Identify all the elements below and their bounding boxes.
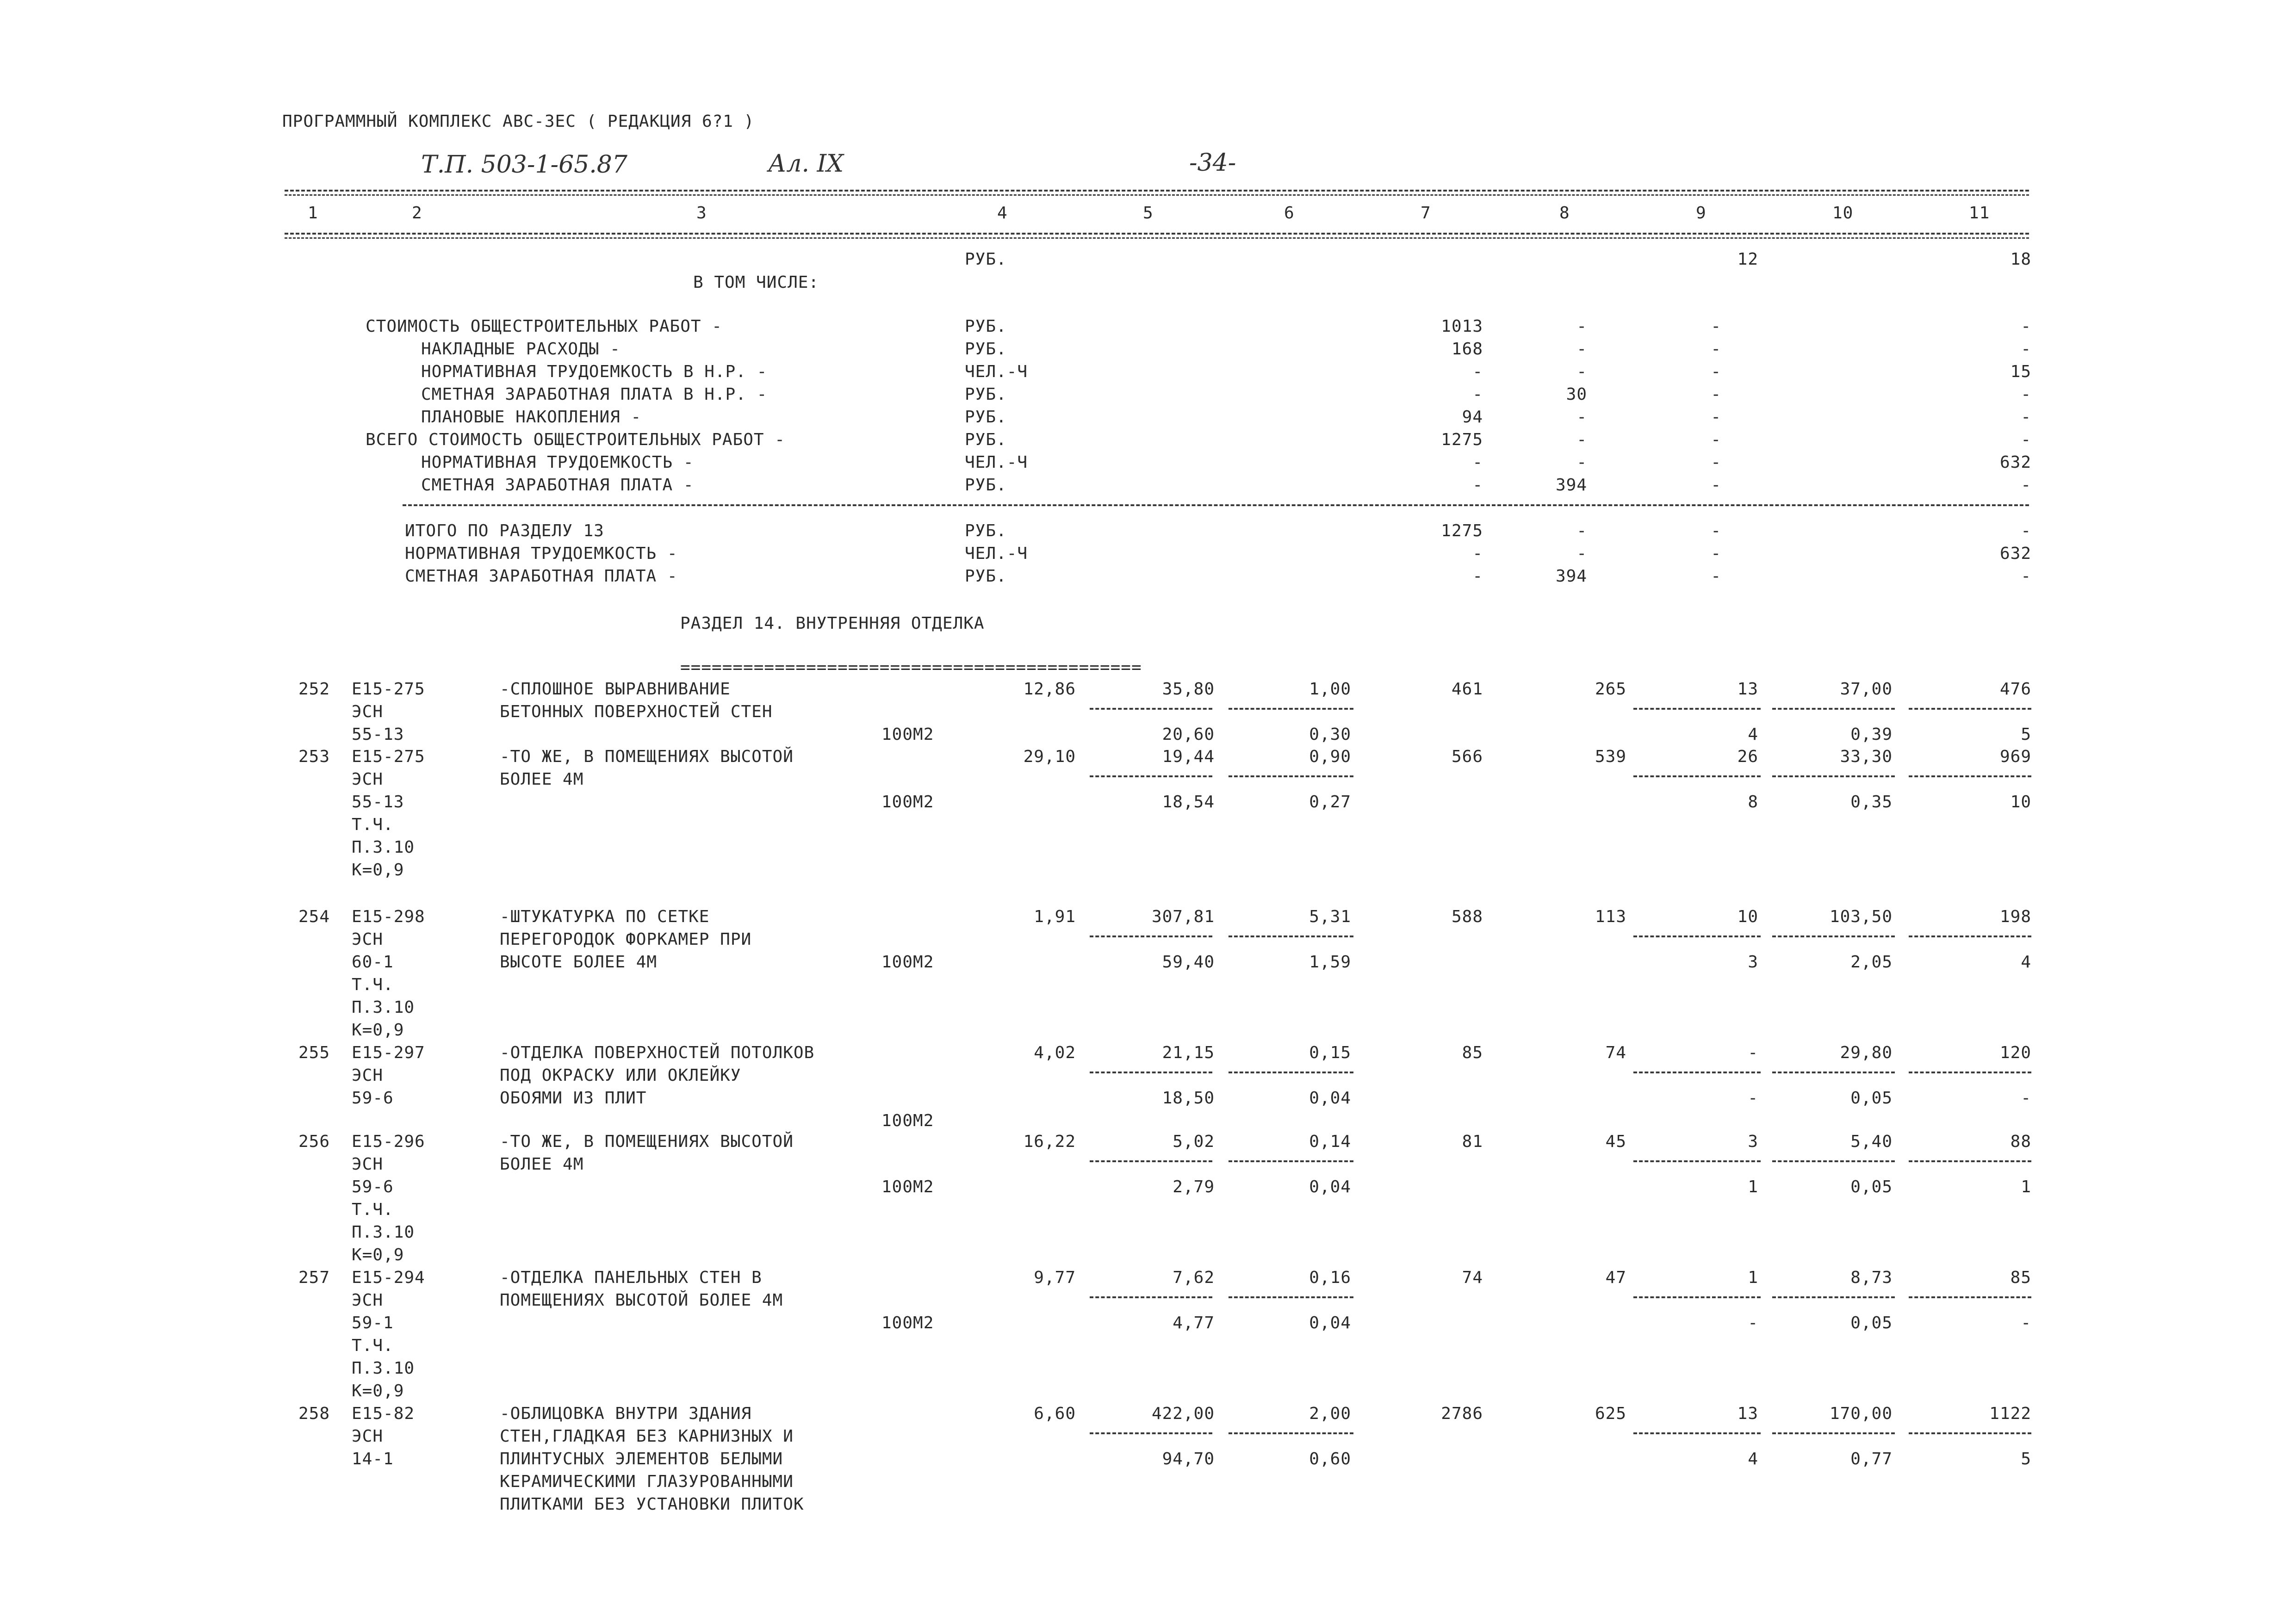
cell-split-rule: [1772, 1072, 1895, 1073]
labor-hours-part: 1: [1748, 1177, 1758, 1196]
labor-hours-part: 8: [1748, 793, 1758, 812]
total-cost: 81: [1462, 1132, 1483, 1151]
section-total-col9: -: [1711, 567, 1721, 586]
summary-col8: -: [1576, 340, 1587, 359]
labor-hours: 1: [1748, 1268, 1758, 1287]
summary-col11: -: [2021, 476, 2031, 495]
item-unit: 100М2: [881, 1177, 934, 1196]
summary-col8: -: [1576, 408, 1587, 427]
machine-labor-total: 198: [1999, 907, 2031, 926]
unit-cost-wages: 0,15: [1309, 1043, 1351, 1062]
total-wages: 539: [1595, 747, 1626, 766]
item-code: 14-1: [352, 1450, 394, 1468]
summary-col8: 394: [1555, 476, 1587, 495]
cell-split-rule: [1909, 1432, 2031, 1434]
item-unit: 100М2: [881, 725, 934, 744]
item-unit: 100М2: [881, 793, 934, 812]
unit-machine-wages-part: 0,04: [1309, 1089, 1351, 1108]
cell-split-rule: [1909, 708, 2031, 710]
labor-hours-part: -: [1748, 1089, 1758, 1108]
machine-labor-rate-part: 0,05: [1850, 1177, 1893, 1196]
unit-machine-wages-part: 0,04: [1309, 1313, 1351, 1332]
unit-cost-wages: 2,00: [1309, 1404, 1351, 1423]
table-top-rule: [285, 190, 2029, 192]
item-description: -ТО ЖЕ, В ПОМЕЩЕНИЯХ ВЫСОТОЙ: [500, 747, 794, 766]
item-description: КЕРАМИЧЕСКИМИ ГЛАЗУРОВАННЫМИ: [500, 1472, 794, 1491]
cell-split-rule: [1909, 775, 2031, 777]
item-description: -ТО ЖЕ, В ПОМЕЩЕНИЯХ ВЫСОТОЙ: [500, 1132, 794, 1151]
summary-col11: -: [2021, 317, 2031, 336]
summary-label: НОРМАТИВНАЯ ТРУДОЕМКОСТЬ -: [421, 453, 694, 472]
section-total-unit: РУБ.: [965, 567, 1007, 586]
machine-labor-total-part: 5: [2021, 1450, 2031, 1468]
cell-split-rule: [1090, 1296, 1212, 1298]
item-description: ОБОЯМИ ИЗ ПЛИТ: [500, 1089, 647, 1108]
column-number: 7: [1421, 204, 1431, 223]
item-note: Т.Ч.: [352, 1200, 394, 1219]
item-description: -ШТУКАТУРКА ПО СЕТКЕ: [500, 907, 710, 926]
in-total-label: В ТОМ ЧИСЛЕ:: [693, 273, 819, 292]
column-number: 2: [412, 204, 422, 223]
item-description: -СПЛОШНОЕ ВЫРАВНИВАНИЕ: [500, 680, 731, 699]
project-reference: Т.П. 503-1-65.87: [421, 151, 627, 179]
section-total-label: СМЕТНАЯ ЗАРАБОТНАЯ ПЛАТА -: [405, 567, 678, 586]
summary-col9: -: [1711, 362, 1721, 381]
column-number: 3: [696, 204, 707, 223]
summary-col9: -: [1711, 340, 1721, 359]
total-wages: 625: [1595, 1404, 1626, 1423]
machine-labor-rate: 170,00: [1829, 1404, 1893, 1423]
item-quantity: 12,86: [1023, 680, 1076, 699]
unit-cost-total: 19,44: [1162, 747, 1215, 766]
unit-cost-wages: 0,16: [1309, 1268, 1351, 1287]
machine-labor-total: 120: [1999, 1043, 2031, 1062]
machine-labor-total: 969: [1999, 747, 2031, 766]
item-number: 252: [298, 680, 330, 699]
summary-label: НОРМАТИВНАЯ ТРУДОЕМКОСТЬ В Н.Р. -: [421, 362, 768, 381]
cell-split-rule: [1772, 708, 1895, 710]
cell-split-rule: [1090, 1160, 1212, 1162]
section-total-col11: 632: [1999, 544, 2031, 563]
labor-hours: 13: [1737, 1404, 1758, 1423]
cell-split-rule: [1090, 775, 1212, 777]
item-description: ПЛИНТУСНЫХ ЭЛЕМЕНТОВ БЕЛЫМИ: [500, 1450, 783, 1468]
summary-label: ПЛАНОВЫЕ НАКОПЛЕНИЯ -: [421, 408, 642, 427]
item-code: ЭСН: [352, 1066, 384, 1085]
section-total-col7: 1275: [1441, 521, 1483, 540]
section-total-unit: ЧЕЛ.-Ч: [965, 544, 1028, 563]
summary-col9: -: [1711, 317, 1721, 336]
machine-labor-rate: 8,73: [1850, 1268, 1893, 1287]
summary-col11: -: [2021, 385, 2031, 404]
summary-col9: -: [1711, 408, 1721, 427]
item-note: Т.Ч.: [352, 975, 394, 994]
section-total-col7: -: [1472, 544, 1483, 563]
section-total-col8: 394: [1555, 567, 1587, 586]
total-wages: 47: [1605, 1268, 1626, 1287]
item-note: П.3.10: [352, 1223, 415, 1242]
item-code: ЭСН: [352, 1427, 384, 1446]
summary-col11: 632: [1999, 453, 2031, 472]
machine-labor-total-part: 4: [2021, 953, 2031, 972]
item-note: К=0,9: [352, 861, 404, 880]
item-unit: 100М2: [881, 1111, 934, 1130]
cell-split-rule: [1633, 1296, 1761, 1298]
machine-labor-rate: 37,00: [1840, 680, 1893, 699]
labor-hours-part: 4: [1748, 1450, 1758, 1468]
item-code: 60-1: [352, 953, 394, 972]
item-number: 256: [298, 1132, 330, 1151]
summary-unit: РУБ.: [965, 430, 1007, 449]
unit-wages-part: 4,77: [1173, 1313, 1215, 1332]
summary-label: СМЕТНАЯ ЗАРАБОТНАЯ ПЛАТА В Н.Р. -: [421, 385, 768, 404]
summary-col7: -: [1472, 453, 1483, 472]
cell-split-rule: [1229, 1072, 1353, 1073]
item-note: Т.Ч.: [352, 815, 394, 834]
item-note: К=0,9: [352, 1381, 404, 1400]
cell-split-rule: [1909, 1160, 2031, 1162]
cell-split-rule: [1633, 708, 1761, 710]
summary-label: НАКЛАДНЫЕ РАСХОДЫ -: [421, 340, 621, 359]
total-cost: 461: [1451, 680, 1483, 699]
labor-hours-part: 4: [1748, 725, 1758, 744]
item-note: К=0,9: [352, 1245, 404, 1264]
item-description: ВЫСОТЕ БОЛЕЕ 4М: [500, 953, 658, 972]
total-cost: 74: [1462, 1268, 1483, 1287]
summary-col7: 94: [1462, 408, 1483, 427]
summary-col8: -: [1576, 317, 1587, 336]
total-wages: 74: [1605, 1043, 1626, 1062]
item-code: Е15-82: [352, 1404, 415, 1423]
summary-unit: ЧЕЛ.-Ч: [965, 453, 1028, 472]
machine-labor-total-part: 5: [2021, 725, 2031, 744]
item-code: 55-13: [352, 725, 404, 744]
summary-label: СТОИМОСТЬ ОБЩЕСТРОИТЕЛЬНЫХ РАБОТ -: [366, 317, 722, 336]
unit-machine-wages-part: 1,59: [1309, 953, 1351, 972]
column-number: 1: [308, 204, 318, 223]
album-reference: Ал. IX: [768, 150, 844, 178]
section-total-col7: -: [1472, 567, 1483, 586]
summary-col8: 30: [1566, 385, 1587, 404]
item-code: Е15-275: [352, 747, 425, 766]
total-cost: 566: [1451, 747, 1483, 766]
unit-cost-wages: 1,00: [1309, 680, 1351, 699]
cell-split-rule: [1229, 708, 1353, 710]
machine-labor-rate-part: 0,35: [1850, 793, 1893, 812]
machine-labor-total-part: -: [2021, 1089, 2031, 1108]
item-code: Е15-275: [352, 680, 425, 699]
labor-hours: 3: [1748, 1132, 1758, 1151]
item-code: 59-6: [352, 1089, 394, 1108]
cell-split-rule: [1633, 1432, 1761, 1434]
item-unit: 100М2: [881, 953, 934, 972]
summary-col11: -: [2021, 340, 2031, 359]
cell-split-rule: [1772, 935, 1895, 937]
program-header: ПРОГРАММНЫЙ КОМПЛЕКС АВС-3ЕС ( РЕДАКЦИЯ 6?1 ): [282, 112, 755, 131]
column-number: 4: [997, 204, 1008, 223]
cell-split-rule: [1090, 1432, 1212, 1434]
item-number: 258: [298, 1404, 330, 1423]
summary-col7: 1275: [1441, 430, 1483, 449]
unit-cost-total: 307,81: [1151, 907, 1215, 926]
unit-wages-part: 2,79: [1173, 1177, 1215, 1196]
cell-split-rule: [1633, 935, 1761, 937]
section-total-col11: -: [2021, 521, 2031, 540]
unit-cost-total: 35,80: [1162, 680, 1215, 699]
summary-unit: РУБ.: [965, 250, 1007, 269]
machine-labor-total-part: 10: [2010, 793, 2031, 812]
summary-col11: -: [2021, 430, 2031, 449]
labor-hours: 10: [1737, 907, 1758, 926]
labor-hours-part: 3: [1748, 953, 1758, 972]
section-total-col9: -: [1711, 521, 1721, 540]
cell-split-rule: [1090, 935, 1212, 937]
summary-unit: ЧЕЛ.-Ч: [965, 362, 1028, 381]
cell-split-rule: [1229, 775, 1353, 777]
item-code: ЭСН: [352, 702, 384, 721]
unit-machine-wages-part: 0,60: [1309, 1450, 1351, 1468]
item-description: ПОД ОКРАСКУ ИЛИ ОКЛЕЙКУ: [500, 1066, 741, 1085]
summary-unit: РУБ.: [965, 476, 1007, 495]
section-total-label: НОРМАТИВНАЯ ТРУДОЕМКОСТЬ -: [405, 544, 678, 563]
unit-cost-total: 422,00: [1151, 1404, 1215, 1423]
item-quantity: 29,10: [1023, 747, 1076, 766]
item-code: ЭСН: [352, 1155, 384, 1174]
item-quantity: 16,22: [1023, 1132, 1076, 1151]
item-description: -ОБЛИЦОВКА ВНУТРИ ЗДАНИЯ: [500, 1404, 752, 1423]
cell-split-rule: [1229, 1160, 1353, 1162]
item-code: ЭСН: [352, 770, 384, 789]
section-total-col8: -: [1576, 521, 1587, 540]
item-code: ЭСН: [352, 930, 384, 949]
cell-split-rule: [1633, 1072, 1761, 1073]
unit-wages-part: 18,54: [1162, 793, 1215, 812]
section-total-label: ИТОГО ПО РАЗДЕЛУ 13: [405, 521, 604, 540]
machine-labor-rate-part: 0,05: [1850, 1313, 1893, 1332]
column-number: 10: [1832, 204, 1854, 223]
item-unit: 100М2: [881, 1313, 934, 1332]
item-quantity: 4,02: [1034, 1043, 1076, 1062]
item-description: БОЛЕЕ 4М: [500, 770, 584, 789]
column-header-bottom-rule-2: [285, 237, 2029, 239]
section-total-col11: -: [2021, 567, 2031, 586]
cell-split-rule: [1909, 935, 2031, 937]
table-top-rule-2: [285, 194, 2029, 196]
item-quantity: 9,77: [1034, 1268, 1076, 1287]
unit-machine-wages-part: 0,30: [1309, 725, 1351, 744]
item-number: 253: [298, 747, 330, 766]
section-total-col8: -: [1576, 544, 1587, 563]
unit-wages-part: 94,70: [1162, 1450, 1215, 1468]
item-number: 254: [298, 907, 330, 926]
cell-split-rule: [1229, 935, 1353, 937]
unit-cost-wages: 0,14: [1309, 1132, 1351, 1151]
item-number: 255: [298, 1043, 330, 1062]
labor-hours-part: -: [1748, 1313, 1758, 1332]
unit-cost-total: 7,62: [1173, 1268, 1215, 1287]
summary-label: СМЕТНАЯ ЗАРАБОТНАЯ ПЛАТА -: [421, 476, 694, 495]
summary-unit: РУБ.: [965, 340, 1007, 359]
item-code: Е15-296: [352, 1132, 425, 1151]
item-description: -ОТДЕЛКА ПОВЕРХНОСТЕЙ ПОТОЛКОВ: [500, 1043, 815, 1062]
column-number: 6: [1284, 204, 1295, 223]
labor-hours: 26: [1737, 747, 1758, 766]
total-wages: 113: [1595, 907, 1626, 926]
item-description: ПЛИТКАМИ БЕЗ УСТАНОВКИ ПЛИТОК: [500, 1495, 804, 1514]
section-total-rule: [403, 504, 2029, 506]
total-cost: 2786: [1441, 1404, 1483, 1423]
item-code: ЭСН: [352, 1291, 384, 1310]
column-number: 11: [1969, 204, 1990, 223]
unit-cost-wages: 0,90: [1309, 747, 1351, 766]
item-note: Т.Ч.: [352, 1336, 394, 1355]
machine-labor-total-part: -: [2021, 1313, 2031, 1332]
item-code: 59-6: [352, 1177, 394, 1196]
summary-col11: -: [2021, 408, 2031, 427]
item-description: СТЕН,ГЛАДКАЯ БЕЗ КАРНИЗНЫХ И: [500, 1427, 794, 1446]
column-number: 9: [1696, 204, 1706, 223]
machine-labor-rate-part: 0,77: [1850, 1450, 1893, 1468]
machine-labor-total-part: 1: [2021, 1177, 2031, 1196]
machine-labor-rate: 103,50: [1829, 907, 1893, 926]
machine-labor-rate-part: 0,05: [1850, 1089, 1893, 1108]
item-code: Е15-297: [352, 1043, 425, 1062]
column-number: 8: [1559, 204, 1570, 223]
summary-col11: 15: [2010, 362, 2031, 381]
summary-unit: РУБ.: [965, 385, 1007, 404]
cell-split-rule: [1229, 1296, 1353, 1298]
column-header-bottom-rule: [285, 233, 2029, 235]
cell-split-rule: [1633, 1160, 1761, 1162]
page-number: -34-: [1189, 149, 1236, 177]
section-total-unit: РУБ.: [965, 521, 1007, 540]
summary-col7: 168: [1451, 340, 1483, 359]
unit-cost-total: 21,15: [1162, 1043, 1215, 1062]
cell-split-rule: [1772, 775, 1895, 777]
summary-col8: -: [1576, 430, 1587, 449]
machine-labor-rate-part: 2,05: [1850, 953, 1893, 972]
cell-split-rule: [1229, 1432, 1353, 1434]
item-description: БОЛЕЕ 4М: [500, 1155, 584, 1174]
cell-split-rule: [1772, 1160, 1895, 1162]
cell-split-rule: [1633, 775, 1761, 777]
summary-col9: -: [1711, 430, 1721, 449]
total-cost: 588: [1451, 907, 1483, 926]
machine-labor-total: 476: [1999, 680, 2031, 699]
unit-wages-part: 18,50: [1162, 1089, 1215, 1108]
unit-wages-part: 59,40: [1162, 953, 1215, 972]
cell-split-rule: [1090, 708, 1212, 710]
item-description: -ОТДЕЛКА ПАНЕЛЬНЫХ СТЕН В: [500, 1268, 762, 1287]
summary-col7: -: [1472, 476, 1483, 495]
machine-labor-total: 1122: [1989, 1404, 2031, 1423]
summary-col11-value: 18: [2010, 250, 2031, 269]
item-quantity: 1,91: [1034, 907, 1076, 926]
unit-cost-total: 5,02: [1173, 1132, 1215, 1151]
cell-split-rule: [1909, 1072, 2031, 1073]
summary-col7: -: [1472, 385, 1483, 404]
unit-machine-wages-part: 0,04: [1309, 1177, 1351, 1196]
labor-hours: 13: [1737, 680, 1758, 699]
total-wages: 265: [1595, 680, 1626, 699]
machine-labor-rate: 29,80: [1840, 1043, 1893, 1062]
machine-labor-rate-part: 0,39: [1850, 725, 1893, 744]
summary-col9-value: 12: [1737, 250, 1758, 269]
item-code: Е15-298: [352, 907, 425, 926]
summary-col8: -: [1576, 362, 1587, 381]
machine-labor-rate: 5,40: [1850, 1132, 1893, 1151]
item-description: ПОМЕЩЕНИЯХ ВЫСОТОЙ БОЛЕЕ 4М: [500, 1291, 783, 1310]
summary-col9: -: [1711, 476, 1721, 495]
item-note: П.3.10: [352, 998, 415, 1017]
item-quantity: 6,60: [1034, 1404, 1076, 1423]
section-title-underline: ============================================: [680, 658, 1142, 677]
unit-cost-wages: 5,31: [1309, 907, 1351, 926]
machine-labor-total: 88: [2010, 1132, 2031, 1151]
summary-col9: -: [1711, 385, 1721, 404]
summary-unit: РУБ.: [965, 317, 1007, 336]
total-cost: 85: [1462, 1043, 1483, 1062]
summary-col9: -: [1711, 453, 1721, 472]
cell-split-rule: [1909, 1296, 2031, 1298]
machine-labor-total: 85: [2010, 1268, 2031, 1287]
item-code: 59-1: [352, 1313, 394, 1332]
section-title: РАЗДЕЛ 14. ВНУТРЕННЯЯ ОТДЕЛКА: [680, 614, 985, 633]
cell-split-rule: [1772, 1432, 1895, 1434]
item-note: П.3.10: [352, 1359, 415, 1378]
item-description: ПЕРЕГОРОДОК ФОРКАМЕР ПРИ: [500, 930, 752, 949]
total-wages: 45: [1605, 1132, 1626, 1151]
summary-col7: -: [1472, 362, 1483, 381]
machine-labor-rate: 33,30: [1840, 747, 1893, 766]
item-note: К=0,9: [352, 1021, 404, 1040]
item-number: 257: [298, 1268, 330, 1287]
item-description: БЕТОННЫХ ПОВЕРХНОСТЕЙ СТЕН: [500, 702, 773, 721]
item-code: 55-13: [352, 793, 404, 812]
item-note: П.3.10: [352, 838, 415, 857]
cell-split-rule: [1772, 1296, 1895, 1298]
labor-hours: -: [1748, 1043, 1758, 1062]
summary-col7: 1013: [1441, 317, 1483, 336]
summary-label: ВСЕГО СТОИМОСТЬ ОБЩЕСТРОИТЕЛЬНЫХ РАБОТ -: [366, 430, 785, 449]
item-code: Е15-294: [352, 1268, 425, 1287]
summary-unit: РУБ.: [965, 408, 1007, 427]
column-number: 5: [1143, 204, 1154, 223]
summary-col8: -: [1576, 453, 1587, 472]
unit-wages-part: 20,60: [1162, 725, 1215, 744]
unit-machine-wages-part: 0,27: [1309, 793, 1351, 812]
cell-split-rule: [1090, 1072, 1212, 1073]
section-total-col9: -: [1711, 544, 1721, 563]
